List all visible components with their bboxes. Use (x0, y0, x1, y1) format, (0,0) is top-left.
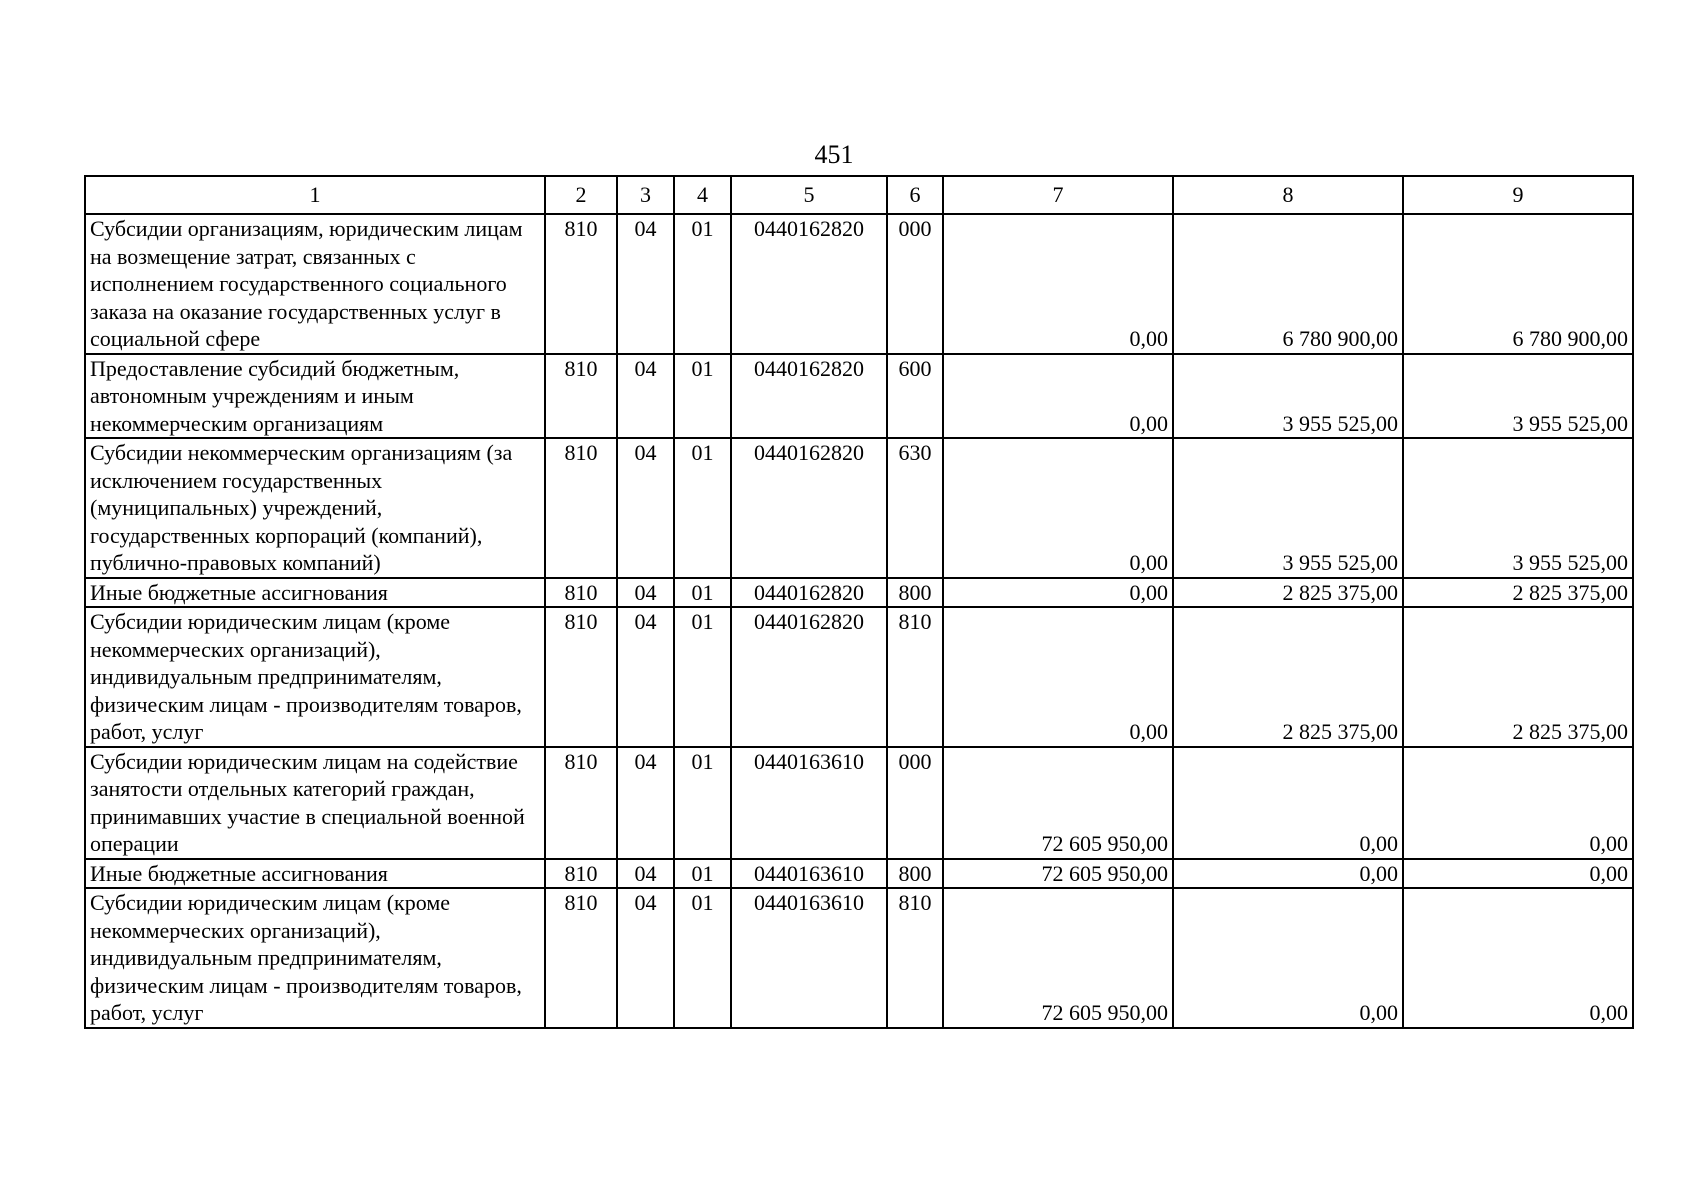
code-expense-type: 800 (887, 578, 943, 608)
amount-col9: 2 825 375,00 (1403, 607, 1633, 747)
code-target: 0440163610 (731, 747, 887, 859)
col-header-8: 8 (1173, 176, 1403, 214)
col-header-5: 5 (731, 176, 887, 214)
code-expense-type: 810 (887, 607, 943, 747)
budget-table (84, 175, 1634, 1029)
code-subsection: 01 (674, 859, 731, 889)
code-target: 0440162820 (731, 214, 887, 354)
row-name: Субсидии юридическим лицам на содействие занятости отдельных категорий граждан, принимавших участие в специальной военной операции (85, 747, 545, 859)
amount-col9: 0,00 (1403, 747, 1633, 859)
code-admin: 810 (545, 747, 617, 859)
row-name: Предоставление субсидий бюджетным, автономным учреждениям и иным некоммерческим организациям (85, 354, 545, 439)
code-target: 0440162820 (731, 607, 887, 747)
table-row (85, 214, 1633, 354)
code-target: 0440162820 (731, 578, 887, 608)
row-name: Субсидии юридическим лицам (кроме некоммерческих организаций), индивидуальным предпринимателям, физическим лицам - производителям товаров, работ, услуг (85, 888, 545, 1028)
amount-col9: 0,00 (1403, 859, 1633, 889)
code-subsection: 01 (674, 747, 731, 859)
code-expense-type: 000 (887, 214, 943, 354)
amount-col7: 0,00 (943, 354, 1173, 439)
code-target: 0440163610 (731, 888, 887, 1028)
amount-col7: 72 605 950,00 (943, 747, 1173, 859)
code-expense-type: 630 (887, 438, 943, 578)
code-admin: 810 (545, 438, 617, 578)
code-admin: 810 (545, 354, 617, 439)
amount-col7: 72 605 950,00 (943, 859, 1173, 889)
amount-col7: 72 605 950,00 (943, 888, 1173, 1028)
amount-col8: 6 780 900,00 (1173, 214, 1403, 354)
amount-col8: 0,00 (1173, 747, 1403, 859)
code-subsection: 01 (674, 438, 731, 578)
header-row (85, 176, 1633, 214)
table-row (85, 578, 1633, 608)
code-section: 04 (617, 747, 674, 859)
amount-col9: 0,00 (1403, 888, 1633, 1028)
code-expense-type: 000 (887, 747, 943, 859)
code-admin: 810 (545, 578, 617, 608)
row-name: Субсидии юридическим лицам (кроме некоммерческих организаций), индивидуальным предпринимателям, физическим лицам - производителям товаров, работ, услуг (85, 607, 545, 747)
code-admin: 810 (545, 214, 617, 354)
table-row (85, 438, 1633, 578)
col-header-4: 4 (674, 176, 731, 214)
code-expense-type: 810 (887, 888, 943, 1028)
row-name: Субсидии организациям, юридическим лицам на возмещение затрат, связанных с исполнением государственного социального заказа на оказание государственных услуг в социальной сфере (85, 214, 545, 354)
row-name: Субсидии некоммерческим организациям (за исключением государственных (муниципальных) учреждений, государственных корпораций (компаний), публично-правовых компаний) (85, 438, 545, 578)
code-section: 04 (617, 354, 674, 439)
code-subsection: 01 (674, 354, 731, 439)
amount-col9: 3 955 525,00 (1403, 438, 1633, 578)
table-row (85, 888, 1633, 1028)
amount-col8: 0,00 (1173, 859, 1403, 889)
col-header-6: 6 (887, 176, 943, 214)
code-subsection: 01 (674, 607, 731, 747)
table-row (85, 354, 1633, 439)
code-subsection: 01 (674, 214, 731, 354)
table-row (85, 859, 1633, 889)
col-header-2: 2 (545, 176, 617, 214)
col-header-3: 3 (617, 176, 674, 214)
amount-col8: 3 955 525,00 (1173, 438, 1403, 578)
row-name: Иные бюджетные ассигнования (85, 859, 545, 889)
code-section: 04 (617, 859, 674, 889)
amount-col8: 2 825 375,00 (1173, 607, 1403, 747)
amount-col9: 2 825 375,00 (1403, 578, 1633, 608)
table-row (85, 607, 1633, 747)
code-admin: 810 (545, 888, 617, 1028)
amount-col8: 0,00 (1173, 888, 1403, 1028)
code-admin: 810 (545, 859, 617, 889)
amount-col8: 3 955 525,00 (1173, 354, 1403, 439)
code-target: 0440162820 (731, 354, 887, 439)
amount-col7: 0,00 (943, 578, 1173, 608)
code-target: 0440163610 (731, 859, 887, 889)
col-header-7: 7 (943, 176, 1173, 214)
row-name: Иные бюджетные ассигнования (85, 578, 545, 608)
code-section: 04 (617, 888, 674, 1028)
code-section: 04 (617, 578, 674, 608)
code-expense-type: 800 (887, 859, 943, 889)
code-subsection: 01 (674, 578, 731, 608)
code-target: 0440162820 (731, 438, 887, 578)
table-row (85, 747, 1633, 859)
code-expense-type: 600 (887, 354, 943, 439)
amount-col7: 0,00 (943, 607, 1173, 747)
code-subsection: 01 (674, 888, 731, 1028)
amount-col7: 0,00 (943, 214, 1173, 354)
code-section: 04 (617, 607, 674, 747)
amount-col9: 6 780 900,00 (1403, 214, 1633, 354)
col-header-9: 9 (1403, 176, 1633, 214)
code-admin: 810 (545, 607, 617, 747)
col-header-1: 1 (85, 176, 545, 214)
page-number: 451 (814, 140, 854, 169)
code-section: 04 (617, 214, 674, 354)
amount-col9: 3 955 525,00 (1403, 354, 1633, 439)
amount-col7: 0,00 (943, 438, 1173, 578)
amount-col8: 2 825 375,00 (1173, 578, 1403, 608)
code-section: 04 (617, 438, 674, 578)
